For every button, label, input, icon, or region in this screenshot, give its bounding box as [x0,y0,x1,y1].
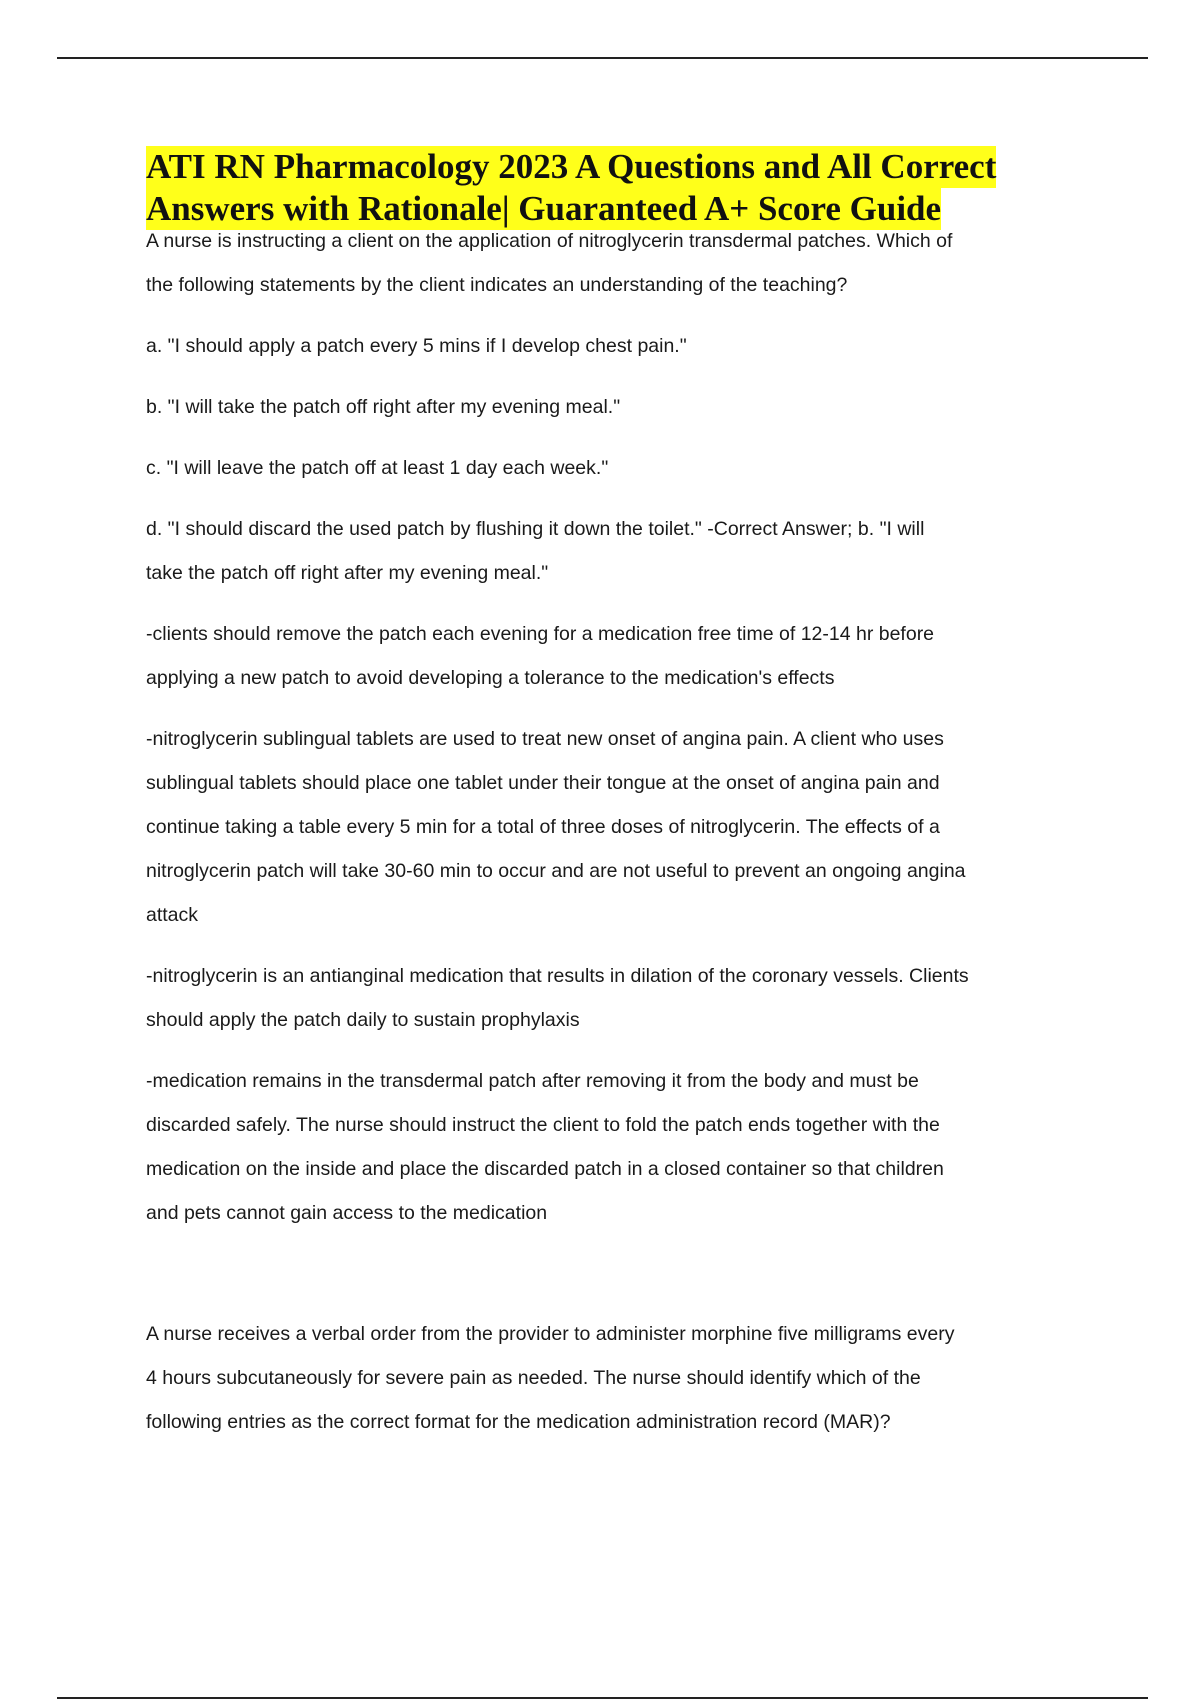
text-line: following entries as the correct format for the medication administration record (MAR)? [146,1411,891,1433]
text-line: a. "I should apply a patch every 5 mins if I develop chest pain." [146,335,687,357]
text-line: A nurse is instructing a client on the application of nitroglycerin transdermal patches. Which of [146,230,953,252]
rationale-4 [146,1059,1146,1235]
text-line: -medication remains in the transdermal patch after removing it from the body and must be [146,1070,919,1092]
text-line: medication on the inside and place the discarded patch in a closed container so that children [146,1158,944,1180]
title-line: ATI RN Pharmacology 2023 A Questions and All Correct [146,147,997,186]
rationale-1 [146,612,1146,700]
text-line: applying a new patch to avoid developing a tolerance to the medication's effects [146,667,835,689]
text-line: take the patch off right after my evening meal." [146,562,549,584]
rationale-2 [146,717,1146,937]
option-b [146,385,1146,429]
text-line: sublingual tablets should place one tablet under their tongue at the onset of angina pain and [146,772,940,794]
option-a [146,324,1146,368]
spacer [146,1252,1146,1312]
text-line: attack [146,904,199,926]
text-line: and pets cannot gain access to the medication [146,1202,548,1224]
text-line: c. "I will leave the patch off at least 1 day each week." [146,457,609,479]
text-line: continue taking a table every 5 min for a total of three doses of nitroglycerin. The effects of a [146,816,940,838]
rationale-3 [146,954,1146,1042]
text-line: -nitroglycerin is an antianginal medication that results in dilation of the coronary vessels. Clients [146,965,969,987]
text-line: -nitroglycerin sublingual tablets are used to treat new onset of angina pain. A client who uses [146,728,944,750]
question-2-stem [146,1312,1146,1444]
text-line: -clients should remove the patch each evening for a medication free time of 12-14 hr before [146,623,935,645]
text-line: the following statements by the client indicates an understanding of the teaching? [146,274,848,296]
question-1-stem [146,219,1146,307]
text-line: discarded safely. The nurse should instruct the client to fold the patch ends together with the [146,1114,940,1136]
header-rule [57,57,1148,59]
text-line: b. "I will take the patch off right after my evening meal." [146,396,621,418]
text-line: A nurse receives a verbal order from the provider to administer morphine five milligrams every [146,1323,955,1345]
text-line: d. "I should discard the used patch by flushing it down the toilet." -Correct Answer; b. "I will [146,518,925,540]
option-c [146,446,1146,490]
text-line: 4 hours subcutaneously for severe pain as needed. The nurse should identify which of the [146,1367,921,1389]
document-body [146,219,1146,1461]
footer-rule [57,1697,1148,1699]
title-line: Answers with Rationale| Guaranteed A+ Score Guide [146,189,942,228]
text-line: should apply the patch daily to sustain prophylaxis [146,1009,580,1031]
option-d-and-answer [146,507,1146,595]
document-title [146,146,996,230]
text-line: nitroglycerin patch will take 30-60 min to occur and are not useful to prevent an ongoing angina [146,860,966,882]
